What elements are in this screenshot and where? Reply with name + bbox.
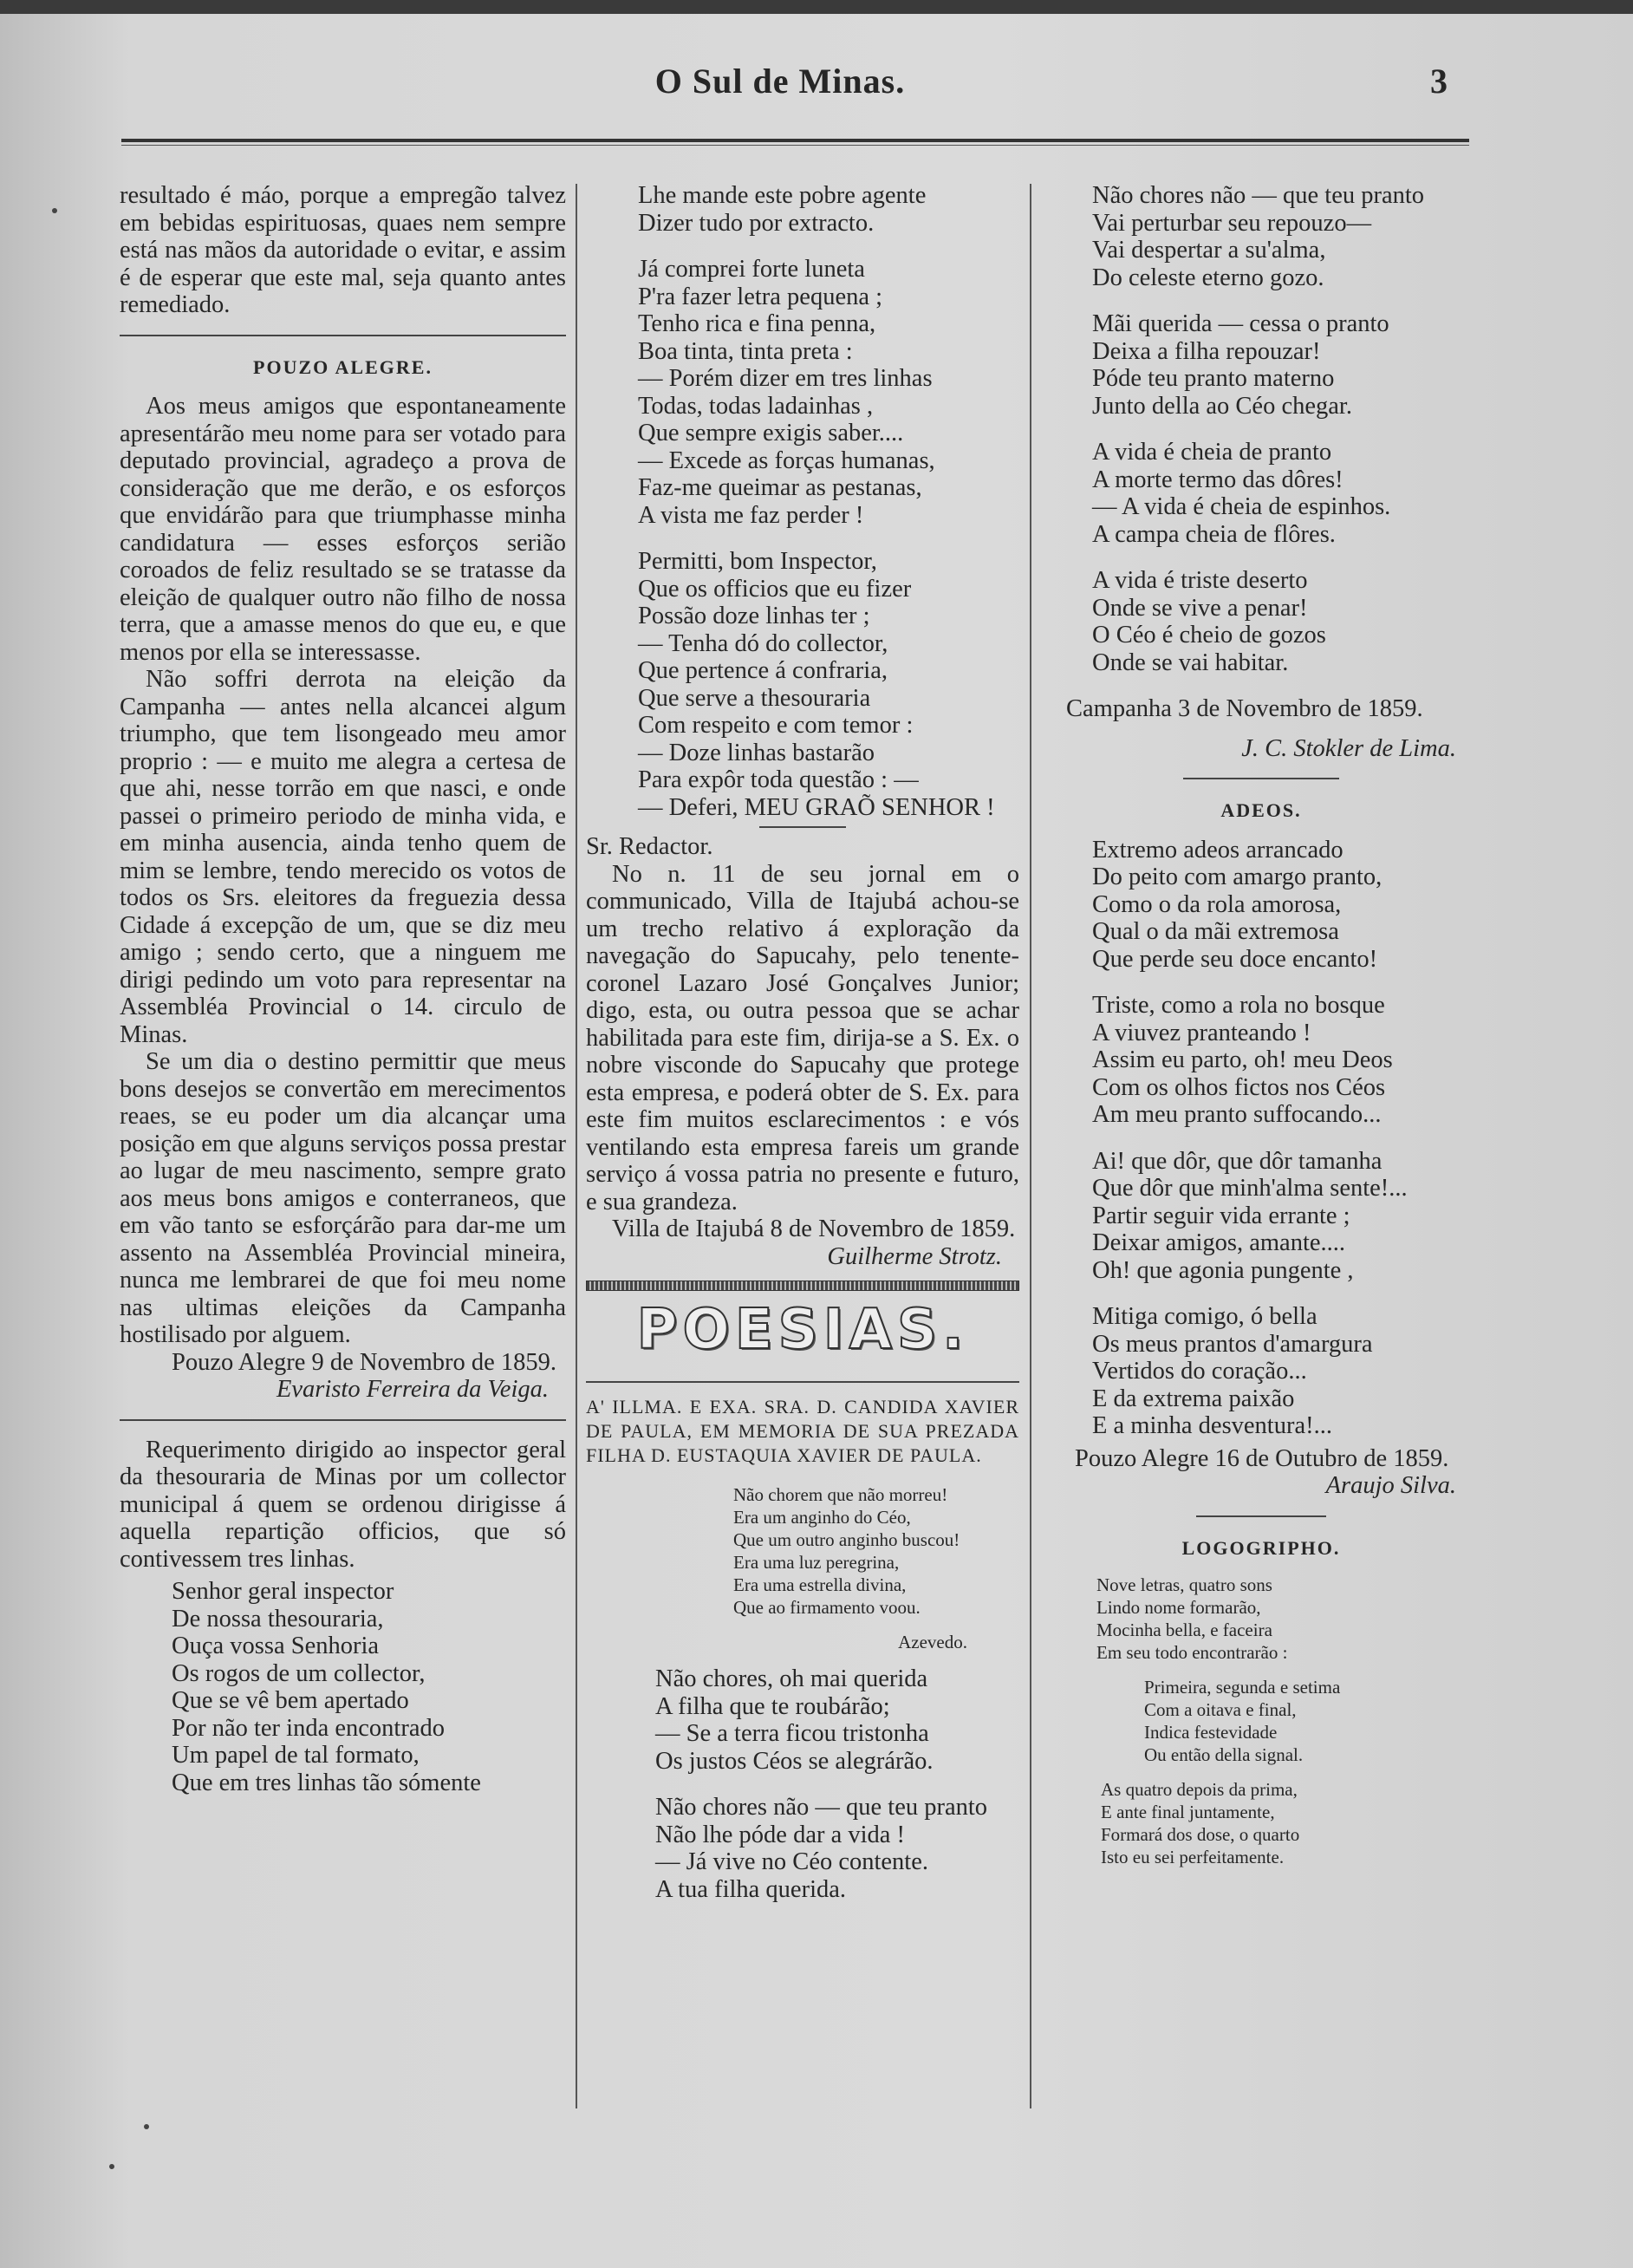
requerimento-intro: Requerimento dirigido ao inspector geral da thesouraria de Minas por um collector municipal á quem se ordenou dirigisse á aquella repartição officios, que só contivessem tres linhas. — [120, 1436, 566, 1573]
epigraph-line: Era uma luz peregrina, — [733, 1552, 900, 1573]
verse-line: Onde se vive a penar! — [1092, 594, 1308, 622]
adeos-title: ADEOS. — [1220, 799, 1302, 821]
poem-stanza — [1049, 182, 1474, 291]
verse-stanza — [586, 548, 1019, 821]
verse-line: Deixar amigos, amante.... — [1092, 1229, 1346, 1256]
ornamental-bar — [586, 1281, 1019, 1291]
epigraph-line: Era um anginho do Céo, — [733, 1507, 911, 1528]
letter-body: No n. 11 de seu jornal em o communicado, Villa de Itajubá achou-se um trecho relativo á exploração da navegação do Sapucahy, pelo tenente-coronel Lazaro José Gonçalves Junior; digo, esta, ou outra pessoa que se achar habilitada para este fim, dirija-se a S. Ex. o nobre visconde do Sapucahy que protege esta empresa, e poderá obter de S. Ex. para este fim muitos esclarecimentos : e vós ventilando esta empresa fareis um grande serviço á vossa patria no presente e futuro, e sua grandeza. — [586, 860, 1019, 1215]
verse-line: Oh! que agonia pungente , — [1092, 1256, 1354, 1284]
adeos-signature: Araujo Silva. — [1325, 1472, 1456, 1499]
verse-line: Que perde seu doce encanto! — [1092, 945, 1378, 973]
verse-line: A campa cheia de flôres. — [1092, 520, 1336, 548]
verse-line: — Excede as forças humanas, — [638, 446, 935, 474]
article-intro: resultado é máo, porque a empregão talvez em bebidas espirituosas, quaes nem sempre está nas mãos da autoridade o evitar, e assim é de esperar que este mal, seja quanto antes remediado. — [120, 182, 566, 318]
poesias-banner — [586, 1281, 1019, 1369]
verse-line: Como o da rola amorosa, — [1092, 890, 1342, 918]
verse-line: — Deferi, MEU GRAÕ SENHOR ! — [638, 793, 995, 821]
verse-line: Do peito com amargo pranto, — [1092, 864, 1383, 890]
paragraph: Aos meus amigos que espontaneamente apresentárão meu nome para ser votado para deputado provincial, agradeço a prova de consideração que me derão, e os esforços que envidárão para que triumphasse minha candidatura — esses esforços serião coroados de feliz resultado se se tratasse da eleição de qualquer outro não filho de nossa terra, que a amasse menos do que eu, e que menos por ella se interessasse. — [120, 393, 566, 666]
column-divider — [1030, 184, 1031, 2108]
verse-line: — Já vive no Céo contente. — [655, 1848, 929, 1875]
epigraph-author: Azevedo. — [898, 1632, 967, 1652]
verse-line: Por não ter inda encontrado — [172, 1714, 445, 1742]
dateline: Pouzo Alegre 9 de Novembro de 1859. — [172, 1348, 557, 1376]
verse-line: Que dôr que minh'alma sente!... — [1092, 1175, 1408, 1202]
signature: Evaristo Ferreira da Veiga. — [277, 1376, 549, 1403]
verse-stanza — [586, 182, 1019, 237]
verse-line: Senhor geral inspector — [172, 1578, 394, 1605]
verse-line: Todas, todas ladainhas , — [638, 392, 874, 420]
divider — [586, 1381, 1019, 1383]
verse-line: E a minha desventura!... — [1092, 1412, 1332, 1439]
verse-line: Qual o da mãi extremosa — [1092, 918, 1339, 945]
verse-line: Junto della ao Céo chegar. — [1092, 392, 1352, 420]
verse-line: Que se vê bem apertado — [172, 1687, 409, 1714]
verse-line: O Céo é cheio de gozos — [1092, 622, 1326, 648]
verse-line: — Se a terra ficou tristonha — [655, 1720, 929, 1747]
verse-line: Formará dos dose, o quarto — [1101, 1824, 1300, 1845]
column-2 — [586, 182, 1019, 1903]
verse-line: Não chores não — que teu pranto — [655, 1794, 988, 1821]
adeos-dateline: Pouzo Alegre 16 de Outubro de 1859. — [1075, 1444, 1449, 1472]
verse-line: A vida é cheia de pranto — [1092, 439, 1332, 466]
logogripho-stanza — [1049, 1778, 1474, 1868]
verse-line: A morte termo das dôres! — [1092, 466, 1343, 493]
paragraph: Não soffri derrota na eleição da Campanha — antes nella alcancei algum triumpho, que tem lisongeado meu amor proprio : — e muito me alegra a certesa de que ahi, nesse torrão em que nasci, e onde passei o primeiro periodo de minha vida, e em minha ausencia, ainda tenho quem de mim se lembre, tendo merecido os votos de todos os Srs. eleitores da freguezia dessa Cidade á excepção de um, que se diz meu amigo ; sendo certo, que a ninguem me dirigi pedindo um voto para representar na Assembléa Provincial o 14. circulo de Minas. — [120, 666, 566, 1048]
divider — [1196, 1515, 1326, 1517]
verse-line: Que os officios que eu fizer — [638, 575, 912, 603]
verse-line: Partir seguir vida errante ; — [1092, 1202, 1350, 1229]
verse-line: A viuvez pranteando ! — [1092, 1019, 1311, 1046]
adeos-stanza — [1049, 837, 1474, 974]
logogripho-title: LOGOGRIPHO. — [1181, 1536, 1341, 1559]
epigraph — [586, 1483, 1019, 1653]
divider — [120, 335, 566, 336]
verse-line: Que pertence á confraria, — [638, 657, 888, 684]
verse-line: A filha que te roubárão; — [655, 1692, 890, 1720]
letter-dateline: Villa de Itajubá 8 de Novembro de 1859. — [612, 1215, 1016, 1242]
verse-line: De nossa thesouraria, — [172, 1605, 384, 1633]
verse-line: Vai perturbar seu repouzo— — [1092, 209, 1372, 237]
epigraph-line: Era uma estrella divina, — [733, 1574, 907, 1595]
verse-line: Que sempre exigis saber.... — [638, 420, 904, 446]
verse-line: Em seu todo encontrarão : — [1096, 1642, 1288, 1663]
divider — [759, 826, 846, 828]
verse-line: Que em tres linhas tão sómente — [172, 1769, 481, 1796]
verse-line: Mocinha bella, e faceira — [1096, 1620, 1272, 1640]
verse-line: Triste, como a rola no bosque — [1092, 992, 1385, 1019]
verse-line: Com a oitava e final, — [1144, 1699, 1297, 1720]
verse-line: Primeira, segunda e setima — [1144, 1677, 1341, 1698]
verse-line: Com os olhos fictos nos Céos — [1092, 1073, 1386, 1101]
verse-line: A vista me faz perder ! — [638, 501, 864, 529]
column-3 — [1049, 182, 1474, 1868]
letter-signature: Guilherme Strotz. — [827, 1242, 1002, 1270]
poem-dateline: Campanha 3 de Novembro de 1859. — [1066, 695, 1423, 722]
logogripho-stanza — [1049, 1574, 1474, 1664]
verse-line: Mãi querida — cessa o pranto — [1092, 310, 1389, 337]
column-1 — [120, 182, 566, 1796]
logogripho-stanza — [1049, 1676, 1474, 1766]
section-title: POUZO ALEGRE. — [253, 355, 433, 378]
verse-line: Assim eu parto, oh! meu Deos — [1092, 1046, 1393, 1073]
scan-edge — [0, 0, 1633, 14]
adeos-stanza — [1049, 1148, 1474, 1285]
verse-line: Os meus prantos d'amargura — [1092, 1330, 1373, 1358]
epigraph-line: Não chorem que não morreu! — [733, 1484, 948, 1505]
verse-stanza — [586, 256, 1019, 529]
header-rule — [121, 139, 1469, 146]
verse-line: As quatro depois da prima, — [1101, 1779, 1298, 1800]
verse-line: Mitiga comigo, ó bella — [1092, 1303, 1317, 1330]
verse-line: Onde se vai habitar. — [1092, 648, 1289, 676]
poem-stanza — [1049, 439, 1474, 548]
verse-line: Am meu pranto suffocando... — [1092, 1101, 1382, 1128]
poem-stanza — [586, 1794, 1019, 1903]
verse-line: Um papel de tal formato, — [172, 1742, 420, 1769]
epigraph-line: Que um outro anginho buscou! — [733, 1529, 960, 1550]
verse-line: Lindo nome formarão, — [1096, 1597, 1261, 1618]
verse-line: A vida é triste deserto — [1092, 567, 1308, 594]
verse-line: A tua filha querida. — [655, 1875, 847, 1903]
verse-line: P'ra fazer letra pequena ; — [638, 283, 883, 310]
epigraph-line: Que ao firmamento voou. — [733, 1597, 921, 1618]
column-divider — [576, 184, 577, 2108]
page-number: 3 — [1430, 62, 1448, 101]
verse-line: Ai! que dôr, que dôr tamanha — [1092, 1147, 1383, 1175]
verse-line: Extremo adeos arrancado — [1092, 836, 1343, 864]
verse-line: Os rogos de um collector, — [172, 1659, 426, 1687]
verse — [120, 1578, 566, 1796]
letter-salutation: Sr. Redactor. — [586, 833, 713, 860]
verse-line: Permitti, bom Inspector, — [638, 548, 877, 575]
verse-line: — Doze linhas bastarão — [638, 739, 875, 766]
verse-line: E da extrema paixão — [1092, 1385, 1295, 1412]
verse-line: E ante final juntamente, — [1101, 1802, 1275, 1822]
verse-line: Não lhe póde dar a vida ! — [655, 1821, 906, 1848]
verse-line: Dizer tudo por extracto. — [638, 209, 875, 237]
verse-line: Isto eu sei perfeitamente. — [1101, 1847, 1285, 1867]
verse-line: Faz-me queimar as pestanas, — [638, 474, 922, 501]
verse-line: — A vida é cheia de espinhos. — [1092, 493, 1391, 520]
poem-stanza — [1049, 310, 1474, 420]
poesias-title: POESIAS. — [636, 1298, 969, 1362]
verse-line: Indica festevidade — [1144, 1722, 1278, 1743]
verse-line: Não chores, oh mai querida — [655, 1665, 928, 1692]
verse-line: Com respeito e com temor : — [638, 712, 914, 739]
verse-line: Que serve a thesouraria — [638, 684, 871, 712]
divider — [120, 1419, 566, 1421]
masthead-title: O Sul de Minas. — [654, 62, 906, 101]
verse-line: — Porém dizer em tres linhas — [638, 365, 933, 392]
verse-line: Deixa a filha repouzar! — [1092, 337, 1321, 365]
verse-line: Boa tinta, tinta preta : — [638, 337, 853, 365]
adeos-stanza — [1049, 992, 1474, 1129]
adeos-stanza — [1049, 1303, 1474, 1440]
poem-stanza — [1049, 567, 1474, 676]
verse-line: — Tenha dó do collector, — [638, 629, 888, 657]
verse-line: Do celeste eterno gozo. — [1092, 264, 1324, 291]
poem-stanza — [586, 1665, 1019, 1775]
paragraph: Se um dia o destino permittir que meus bons desejos se convertão em merecimentos reaes, se eu poder um dia alcançar uma posição em que alguns serviços possa prestar ao lugar de meu nascimento, sempre grato aos meus bons amigos e conterraneos, que em vão tanto se esforçárão para dar-me um assento na Assembléa Provincial mineira, nunca me lembrarei de que foi meu nome nas ultimas eleições da Campanha hostilisado por alguem. — [120, 1048, 566, 1348]
verse-line: Vertidos do coração... — [1092, 1358, 1307, 1385]
verse-line: Para expôr toda questão : — — [638, 766, 919, 793]
verse-line: Ou então della signal. — [1144, 1744, 1304, 1765]
verse-line: Não chores não — que teu pranto — [1092, 182, 1425, 209]
verse-line: Nove letras, quatro sons — [1096, 1574, 1272, 1595]
verse-line: Tenho rica e fina penna, — [638, 310, 876, 337]
verse-line: Póde teu pranto materno — [1092, 365, 1335, 392]
verse-line: Vai despertar a su'alma, — [1092, 237, 1326, 264]
divider — [1183, 778, 1339, 779]
verse-line: Os justos Céos se alegrárão. — [655, 1747, 934, 1775]
poem-signature: J. C. Stokler de Lima. — [1241, 734, 1456, 762]
verse-line: Lhe mande este pobre agente — [638, 182, 927, 209]
verse-line: Ouça vossa Senhoria — [172, 1633, 380, 1659]
poem-dedication: A' ILLMA. E EXA. SRA. D. CANDIDA XAVIER DE PAULA, EM MEMORIA DE SUA PREZADA FILHA D. EUSTAQUIA XAVIER DE PAULA. — [586, 1396, 1019, 1466]
ink-speck — [109, 2164, 114, 2169]
verse-line: Possão doze linhas ter ; — [638, 603, 870, 629]
verse-line: Já comprei forte luneta — [638, 256, 865, 283]
ink-speck — [52, 208, 57, 213]
ink-speck — [144, 2124, 149, 2129]
